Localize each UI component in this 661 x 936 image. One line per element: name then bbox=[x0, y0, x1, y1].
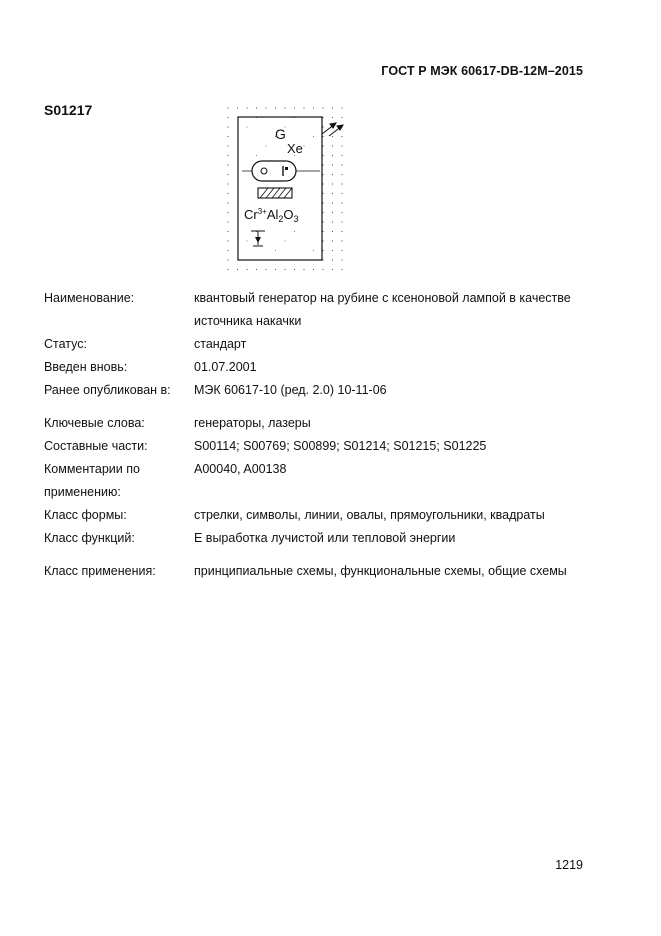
grid-dot bbox=[332, 117, 333, 118]
grid-dot bbox=[227, 164, 228, 165]
grid-dot bbox=[332, 240, 333, 241]
grid-dot bbox=[341, 202, 342, 203]
grid-dot bbox=[332, 107, 333, 108]
symbol-id: S01217 bbox=[44, 102, 93, 118]
grid-dot bbox=[247, 127, 248, 128]
grid-dot bbox=[294, 231, 295, 232]
grid-dot bbox=[313, 107, 314, 108]
grid-dot bbox=[227, 107, 228, 108]
grid-dot bbox=[304, 146, 305, 147]
radiation-arrows-icon bbox=[322, 123, 343, 136]
grid-dot bbox=[227, 174, 228, 175]
grid-dot bbox=[227, 117, 228, 118]
row-status bbox=[44, 333, 604, 356]
grid-dot bbox=[227, 202, 228, 203]
grid-dot bbox=[275, 250, 276, 251]
grid-dot bbox=[341, 164, 342, 165]
grid-dot bbox=[341, 250, 342, 251]
grid-dot bbox=[341, 212, 342, 213]
grid-dot bbox=[246, 107, 247, 108]
grid-dot bbox=[227, 231, 228, 232]
grid-dot bbox=[332, 183, 333, 184]
field-value: стрелки, символы, линии, овалы, прямоугольники, квадраты bbox=[194, 508, 545, 522]
grid-dot bbox=[332, 145, 333, 146]
grid-dot bbox=[265, 107, 266, 108]
grid-dot bbox=[227, 145, 228, 146]
field-value: S00114; S00769; S00899; S01214; S01215; S01225 bbox=[194, 439, 487, 453]
grid-dot bbox=[332, 136, 333, 137]
field-label: Класс применения: bbox=[44, 564, 156, 578]
grid-dot bbox=[341, 145, 342, 146]
field-label: Ранее опубликован в: bbox=[44, 383, 171, 397]
grid-dot bbox=[284, 107, 285, 108]
row-previously-published bbox=[44, 379, 604, 402]
row-keywords bbox=[44, 412, 604, 435]
grid-dot bbox=[285, 241, 286, 242]
field-label: Введен вновь: bbox=[44, 360, 128, 374]
grid-dot bbox=[227, 155, 228, 156]
field-label: Наименование: bbox=[44, 291, 135, 305]
grid-dot bbox=[227, 183, 228, 184]
lamp-electrode-circle bbox=[261, 168, 267, 174]
grid-dot bbox=[313, 269, 314, 270]
letter-xe: Xe bbox=[287, 141, 303, 156]
grid-dot bbox=[227, 259, 228, 260]
row-application-class bbox=[44, 560, 604, 583]
row-function-class bbox=[44, 527, 604, 550]
grid-dot bbox=[341, 193, 342, 194]
grid-dot bbox=[237, 107, 238, 108]
field-label: Ключевые слова: bbox=[44, 416, 145, 430]
grid-dot bbox=[227, 212, 228, 213]
grid-dot bbox=[256, 107, 257, 108]
grid-dot bbox=[227, 136, 228, 137]
lamp-electrode-dot bbox=[285, 167, 288, 170]
grid-dot bbox=[332, 174, 333, 175]
grid-dot bbox=[227, 221, 228, 222]
xenon-lamp-oval bbox=[252, 161, 296, 181]
standard-header: ГОСТ Р МЭК 60617-DB-12M–2015 bbox=[381, 64, 583, 78]
grid-dot bbox=[246, 269, 247, 270]
page-number: 1219 bbox=[555, 858, 583, 872]
field-value: квантовый генератор на рубине с ксеноновой лампой в качестве источника накачки bbox=[194, 291, 571, 328]
grid-dot bbox=[341, 174, 342, 175]
row-shape-class bbox=[44, 504, 604, 527]
row-components bbox=[44, 435, 604, 458]
field-value: генераторы, лазеры bbox=[194, 416, 311, 430]
grid-dot bbox=[332, 250, 333, 251]
grid-dot bbox=[332, 269, 333, 270]
grid-dot bbox=[332, 231, 333, 232]
attribute-list bbox=[44, 287, 604, 583]
grid-dot bbox=[341, 231, 342, 232]
grid-dot bbox=[247, 241, 248, 242]
grid-dot bbox=[322, 107, 323, 108]
field-label: Класс функций: bbox=[44, 531, 135, 545]
grid-dot bbox=[237, 269, 238, 270]
grid-dot bbox=[341, 221, 342, 222]
grid-dot bbox=[227, 126, 228, 127]
grid-dot bbox=[294, 107, 295, 108]
grid-dot bbox=[332, 193, 333, 194]
grid-dot bbox=[256, 269, 257, 270]
grid-dot bbox=[227, 269, 228, 270]
row-application-comments bbox=[44, 458, 604, 504]
row-name bbox=[44, 287, 604, 333]
grid-dot bbox=[341, 259, 342, 260]
grid-dot bbox=[332, 155, 333, 156]
grid-dot bbox=[341, 183, 342, 184]
grid-dot bbox=[341, 269, 342, 270]
grid-dot bbox=[341, 117, 342, 118]
grid-dot bbox=[303, 269, 304, 270]
field-value: E выработка лучистой или тепловой энергии bbox=[194, 531, 456, 545]
field-value: МЭК 60617-10 (ред. 2.0) 10-11-06 bbox=[194, 383, 387, 397]
grid-dot bbox=[227, 250, 228, 251]
grid-dot bbox=[322, 269, 323, 270]
output-arrow-head bbox=[255, 237, 261, 243]
grid-dot bbox=[341, 155, 342, 156]
grid-dot bbox=[275, 107, 276, 108]
field-value: 01.07.2001 bbox=[194, 360, 257, 374]
field-label: Класс формы: bbox=[44, 508, 127, 522]
laser-symbol-figure bbox=[224, 104, 352, 274]
field-value: принципиальные схемы, функциональные схемы, общие схемы bbox=[194, 564, 567, 578]
grid-dot bbox=[227, 240, 228, 241]
grid-dot bbox=[275, 269, 276, 270]
grid-dot bbox=[303, 107, 304, 108]
grid-dot bbox=[332, 212, 333, 213]
formula-text: $Cr^{3+}Al_2O_3$ bbox=[244, 207, 299, 224]
field-value: A00040, A00138 bbox=[194, 462, 287, 476]
grid-dot bbox=[332, 259, 333, 260]
row-introduced bbox=[44, 356, 604, 379]
grid-dot bbox=[332, 221, 333, 222]
grid-dot bbox=[332, 202, 333, 203]
field-label: Статус: bbox=[44, 337, 87, 351]
grid-dot bbox=[266, 146, 267, 147]
grid-dot bbox=[313, 250, 314, 251]
grid-dot bbox=[265, 269, 266, 270]
letter-g: G bbox=[275, 126, 286, 142]
grid-dot bbox=[341, 136, 342, 137]
grid-dot bbox=[332, 164, 333, 165]
grid-dot bbox=[294, 269, 295, 270]
field-label: Составные части: bbox=[44, 439, 148, 453]
grid-dot bbox=[313, 136, 314, 137]
grid-dot bbox=[341, 240, 342, 241]
field-label: Комментарии по применению: bbox=[44, 462, 140, 499]
field-value: стандарт bbox=[194, 337, 247, 351]
grid-dot bbox=[284, 269, 285, 270]
grid-dot bbox=[256, 155, 257, 156]
grid-dot bbox=[341, 107, 342, 108]
ruby-crystal-rect bbox=[258, 188, 292, 198]
grid-dot bbox=[227, 193, 228, 194]
